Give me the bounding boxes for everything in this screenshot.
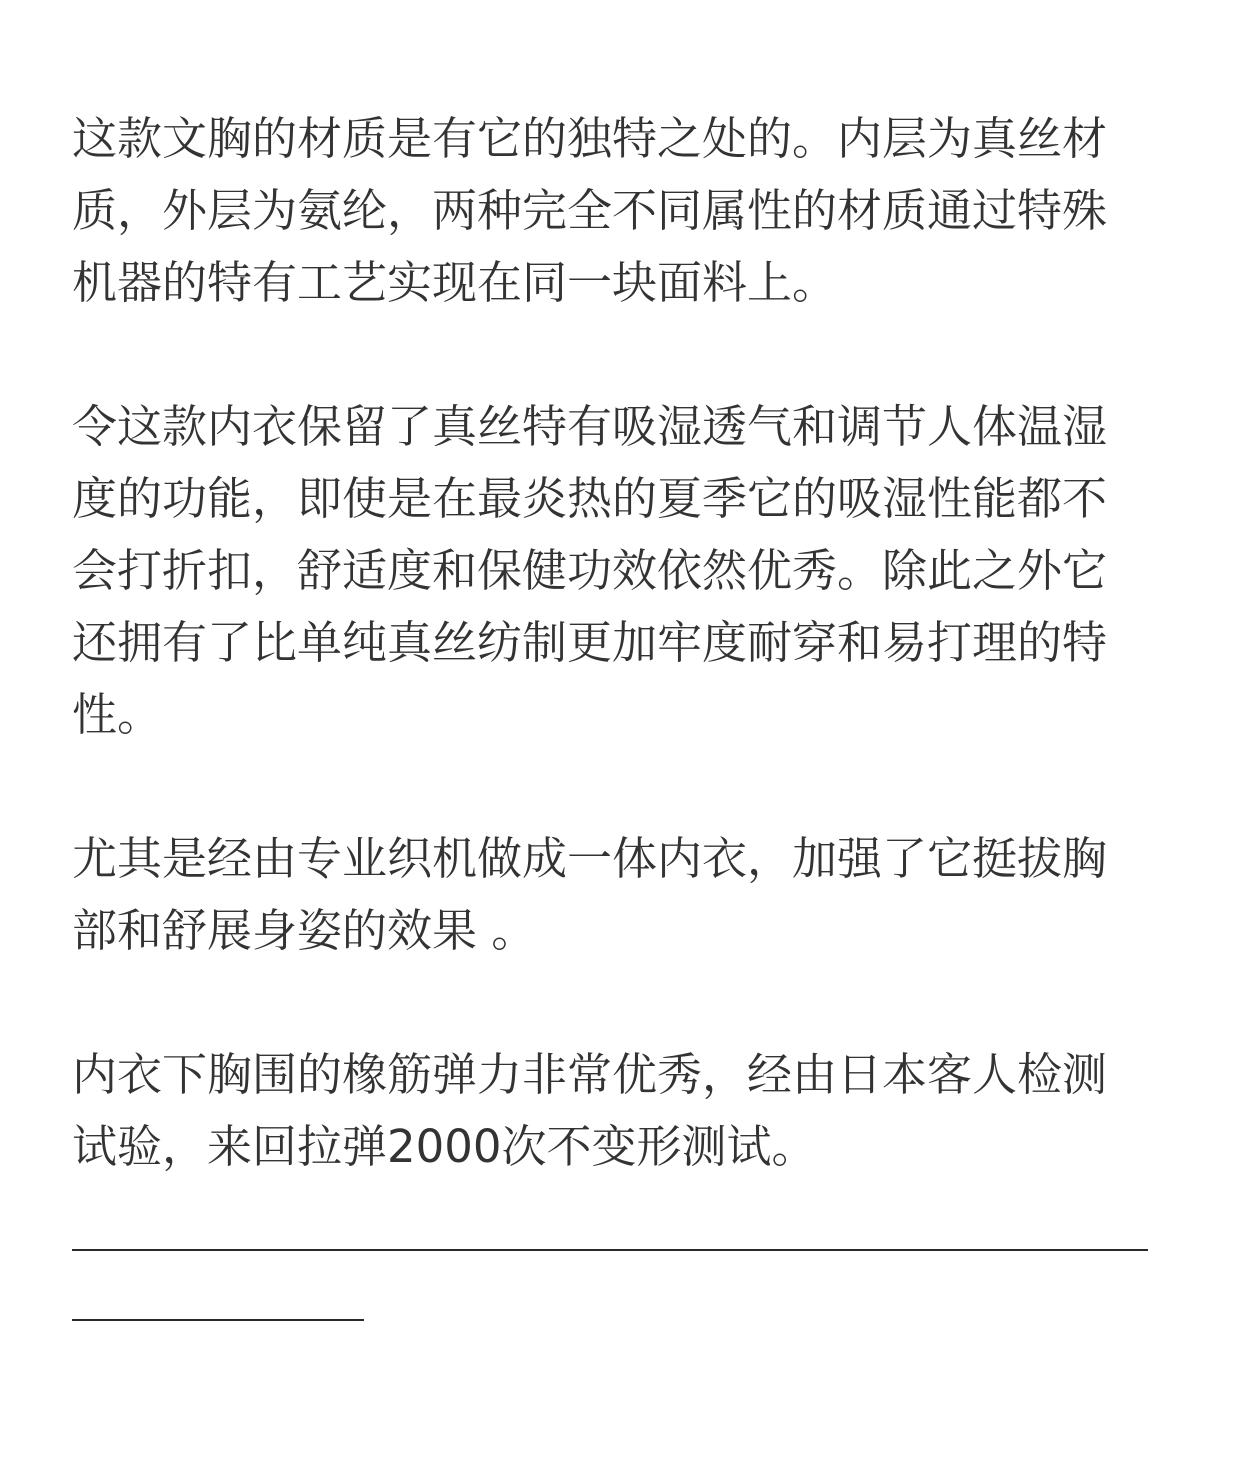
paragraph-material: 这款文胸的材质是有它的独特之处的。内层为真丝材质，外层为氨纶，两种完全不同属性的材质通过特殊机器的特有工艺实现在同一块面料上。 — [72, 112, 1108, 309]
paragraph-silk-features: 令这款内衣保留了真丝特有吸湿透气和调节人体温湿度的功能，即使是在最炎热的夏季它的吸湿性能都不会打折扣，舒适度和保健功效依然优秀。除此之外它还拥有了比单纯真丝纺制更加牢度耐穿和易打理的特性。 — [72, 400, 1108, 741]
paragraph-elastic-test: 内衣下胸围的橡筋弹力非常优秀，经由日本客人检测试验，来回拉弹2000次不变形测试。 — [72, 1048, 1108, 1173]
article-body — [72, 103, 1148, 1321]
divider-line — [72, 1249, 1148, 1251]
paragraph-seamless-knit: 尤其是经由专业织机做成一体内衣，加强了它挺拔胸部和舒展身姿的效果 。 — [72, 832, 1108, 957]
divider-line-short — [72, 1319, 364, 1321]
